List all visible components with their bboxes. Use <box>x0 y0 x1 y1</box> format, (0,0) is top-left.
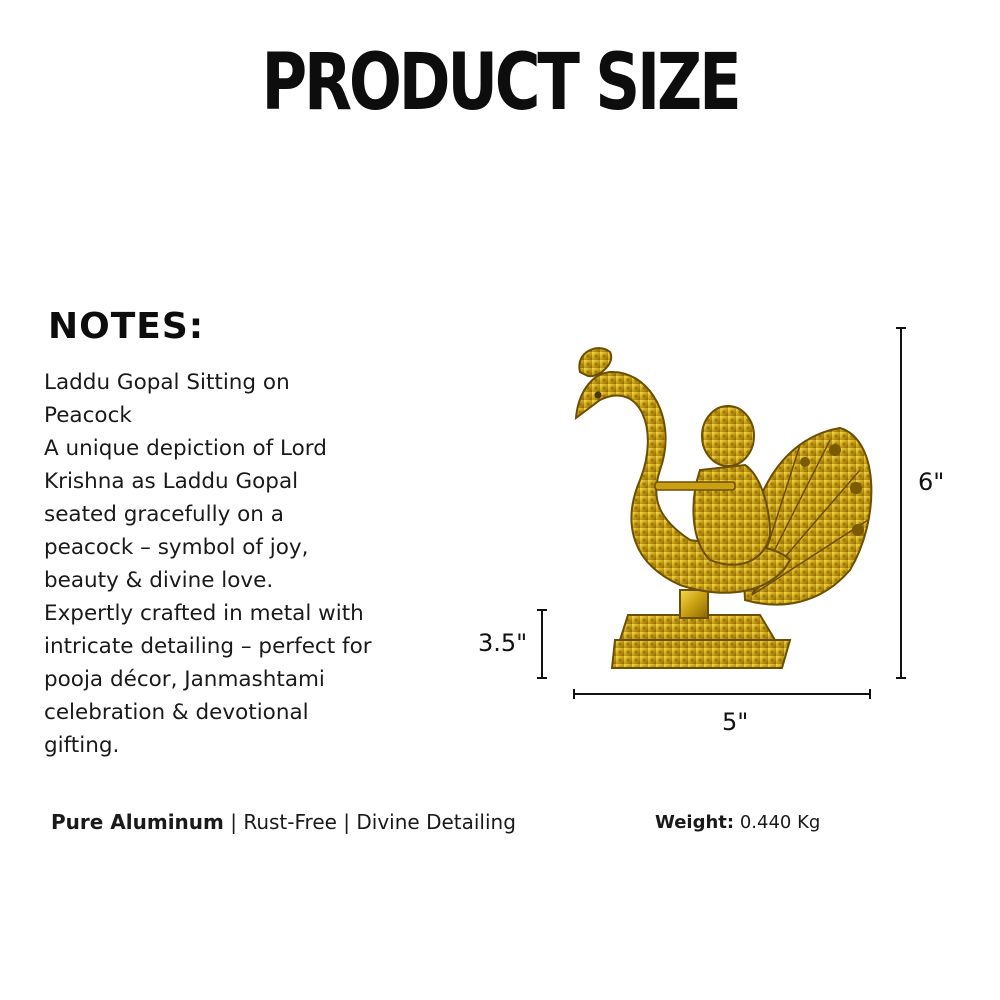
width-dimension-label: 5" <box>722 708 749 736</box>
material-line <box>51 810 516 834</box>
weight-value: 0.440 Kg <box>734 812 821 833</box>
base-height-dimension-label: 3.5" <box>478 629 528 657</box>
notes-heading: NOTES: <box>48 306 205 347</box>
material-bold: Pure Aluminum <box>51 810 224 834</box>
notes-body: Laddu Gopal Sitting on Peacock A unique depiction of Lord Krishna as Laddu Gopal seated gracefully on a peacock – symbol of joy, beauty & divine love. Expertly crafted in metal with intricate detailing – perfect for pooja décor, Janmashtami celebration & devotional gifting. <box>44 370 372 758</box>
material-rest: | Rust-Free | Divine Detailing <box>223 810 516 834</box>
weight-label: Weight: <box>655 812 735 833</box>
page-title: PRODUCT SIZE <box>261 38 739 128</box>
weight-line <box>655 812 820 833</box>
height-dimension-label: 6" <box>918 468 945 496</box>
